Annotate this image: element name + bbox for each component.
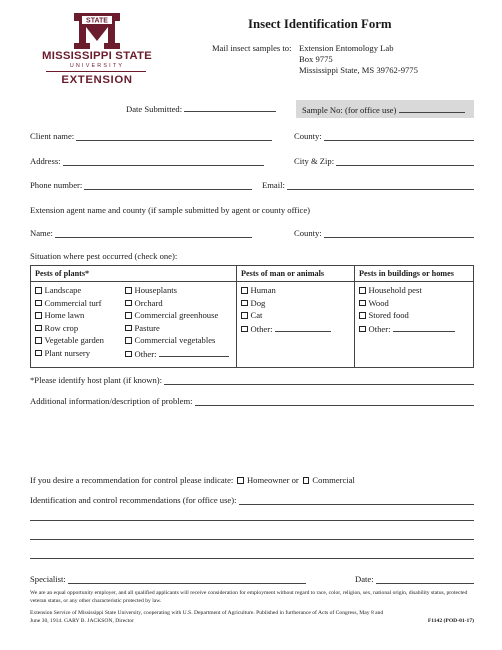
agent-name-label: Name: (30, 228, 53, 238)
option-landscape[interactable] (35, 285, 125, 298)
option-label: Vegetable garden (44, 335, 104, 346)
option-label: Other: (134, 348, 157, 359)
checkbox[interactable] (35, 350, 42, 357)
date-field[interactable] (376, 575, 474, 584)
host-plant-row (30, 373, 474, 385)
specialist-field[interactable] (68, 575, 306, 584)
option-label: Pasture (134, 322, 160, 333)
situation-label: Situation where pest occurred (check one): (30, 251, 178, 261)
option-label: Row crop (44, 322, 79, 333)
pest-table (30, 265, 474, 368)
checkbox[interactable] (241, 312, 248, 319)
checkbox[interactable] (125, 312, 132, 319)
homeowner-label: Homeowner or (246, 475, 299, 485)
checkbox[interactable] (125, 287, 132, 294)
option-label: Commercial turf (44, 297, 102, 308)
option-label: Household pest (368, 285, 422, 295)
option-commercial-greenhouse[interactable] (125, 310, 229, 323)
option-household-pest[interactable] (359, 285, 469, 298)
office-use-label: Identification and control recommendations (for office use): (30, 495, 237, 505)
checkbox[interactable] (125, 300, 132, 307)
sample-no-field[interactable] (399, 104, 465, 113)
county-label: County: (294, 131, 322, 141)
option-label: Stored food (368, 310, 409, 321)
plants-col1 (35, 285, 125, 361)
address-field[interactable] (63, 157, 264, 166)
commercial-checkbox[interactable] (303, 477, 310, 484)
page-title: Insect Identification Form (248, 17, 392, 31)
pest-header-plants: Pests of plants* (31, 266, 237, 282)
agent-county-label: County: (294, 228, 322, 238)
date-submitted-label: Date Submitted: (126, 104, 183, 114)
footer-form-code: F1142 (POD-01-17) (427, 618, 474, 624)
checkbox[interactable] (359, 287, 366, 294)
sample-no-row (302, 104, 465, 115)
checkbox[interactable] (241, 287, 248, 294)
sample-no-label: Sample No: (for office use) (302, 105, 397, 115)
plants-other-field[interactable] (159, 348, 229, 357)
option-label: Dog (250, 297, 266, 308)
date-submitted-field[interactable] (184, 103, 276, 112)
host-plant-label: *Please identify host plant (if known): (30, 375, 162, 385)
option-label: Commercial greenhouse (134, 310, 219, 321)
brand-university-sub: UNIVERSITY (69, 63, 125, 69)
brand-divider (46, 71, 146, 72)
buildings-other-field[interactable] (393, 323, 455, 332)
man-other-field[interactable] (275, 323, 331, 332)
option-commercial-turf[interactable] (35, 298, 125, 311)
checkbox[interactable] (241, 326, 248, 333)
man-animals-cell (237, 282, 355, 368)
option-home-lawn[interactable] (35, 310, 125, 323)
city-zip-field[interactable] (336, 157, 474, 166)
additional-row (30, 394, 474, 406)
office-use-field[interactable] (239, 496, 475, 505)
email-row (262, 178, 474, 190)
host-plant-field[interactable] (164, 376, 474, 385)
email-field[interactable] (287, 181, 474, 190)
option-label: Houseplants (134, 285, 177, 295)
city-zip-row (294, 154, 474, 166)
option-row-crop[interactable] (35, 323, 125, 336)
checkbox[interactable] (35, 312, 42, 319)
option-label: Human (250, 285, 276, 295)
mail-address-line2: Box 9775 (299, 54, 333, 64)
option-label: Commercial vegetables (134, 335, 216, 346)
agent-county-row (294, 226, 474, 238)
date-label: Date: (355, 574, 374, 584)
checkbox[interactable] (359, 312, 366, 319)
buildings-cell (355, 282, 474, 368)
client-name-row (30, 129, 272, 141)
option-vegetable-garden[interactable] (35, 335, 125, 348)
option-label: Wood (368, 297, 389, 308)
address-row (30, 154, 264, 166)
option-orchard[interactable] (125, 298, 229, 311)
option-pasture[interactable] (125, 323, 229, 336)
phone-row (30, 178, 252, 190)
option-commercial-vegetables[interactable] (125, 335, 229, 348)
option-plants-other[interactable] (125, 348, 229, 361)
option-man-other[interactable] (241, 323, 350, 336)
recommendation-label: If you desire a recommendation for control please indicate: (30, 475, 234, 485)
agent-name-field[interactable] (55, 229, 252, 238)
msu-logo-icon (72, 13, 122, 49)
additional-field[interactable] (195, 397, 474, 406)
pest-header-buildings: Pests in buildings or homes (355, 266, 474, 282)
date-row (355, 572, 474, 584)
option-wood[interactable] (359, 298, 469, 311)
agent-name-row (30, 226, 252, 238)
option-label: Cat (250, 310, 263, 321)
phone-label: Phone number: (30, 180, 83, 190)
phone-field[interactable] (84, 181, 252, 190)
office-use-line-2[interactable] (30, 520, 474, 521)
checkbox[interactable] (241, 300, 248, 307)
commercial-label: Commercial (312, 475, 355, 485)
checkbox[interactable] (35, 337, 42, 344)
mail-address-line3: Mississippi State, MS 39762-9775 (299, 65, 418, 75)
agent-note: Extension agent name and county (if sample submitted by agent or county office) (30, 205, 311, 215)
brand-extension: EXTENSION (61, 74, 133, 86)
option-label: Plant nursery (44, 347, 91, 358)
checkbox[interactable] (35, 325, 42, 332)
plants-cell (31, 282, 237, 368)
option-human[interactable] (241, 285, 350, 298)
option-label: Other: (250, 323, 273, 334)
office-use-line-4[interactable] (30, 558, 474, 559)
pest-header-man-animals: Pests of man or animals (237, 266, 355, 282)
option-label: Home lawn (44, 310, 85, 321)
office-use-row (30, 493, 474, 505)
city-zip-label: City & Zip: (294, 156, 335, 166)
option-stored-food[interactable] (359, 310, 469, 323)
checkbox[interactable] (125, 351, 132, 358)
option-houseplants[interactable] (125, 285, 229, 298)
footer-disclaimer: We are an equal opportunity employer, and all qualified applicants will receive consideration for employment without regard to race, color, religion, sex, national origin, disability status, protected veteran status, or any other characteristic protected by law. (30, 590, 468, 604)
address-label: Address: (30, 156, 61, 166)
footer-service-line1: Extension Service of Mississippi State University, cooperating with U.S. Department of Agriculture. Published in furtherance of Acts of Congress, May 8 and (30, 610, 384, 616)
option-buildings-other[interactable] (359, 323, 469, 336)
office-use-line-3[interactable] (30, 539, 474, 540)
specialist-label: Specialist: (30, 574, 66, 584)
email-label: Email: (262, 180, 285, 190)
client-name-label: Client name: (30, 131, 75, 141)
option-dog[interactable] (241, 298, 350, 311)
mail-label: Mail insect samples to: (212, 43, 292, 53)
option-plant-nursery[interactable] (35, 348, 125, 361)
county-field[interactable] (324, 132, 474, 141)
specialist-row (30, 572, 306, 584)
option-cat[interactable] (241, 310, 350, 323)
brand-university: MISSISSIPPI STATE (42, 50, 152, 62)
county-row (294, 129, 474, 141)
option-label: Other: (368, 323, 391, 334)
plants-col2 (125, 285, 229, 361)
checkbox[interactable] (359, 300, 366, 307)
footer-service-line2: June 30, 1914. GARY B. JACKSON, Director (30, 618, 134, 624)
mail-address-line1: Extension Entomology Lab (299, 43, 394, 53)
logo-state-text: STATE (86, 17, 108, 25)
checkbox[interactable] (125, 325, 132, 332)
option-label: Orchard (134, 297, 163, 308)
checkbox[interactable] (35, 300, 42, 307)
checkbox[interactable] (35, 287, 42, 294)
checkbox[interactable] (359, 326, 366, 333)
checkbox[interactable] (125, 337, 132, 344)
option-label: Landscape (44, 285, 82, 295)
date-submitted-row (126, 103, 276, 114)
recommendation-row (30, 475, 355, 485)
agent-county-field[interactable] (324, 229, 474, 238)
additional-label: Additional information/description of problem: (30, 396, 193, 406)
client-name-field[interactable] (76, 132, 272, 141)
homeowner-checkbox[interactable] (237, 477, 244, 484)
